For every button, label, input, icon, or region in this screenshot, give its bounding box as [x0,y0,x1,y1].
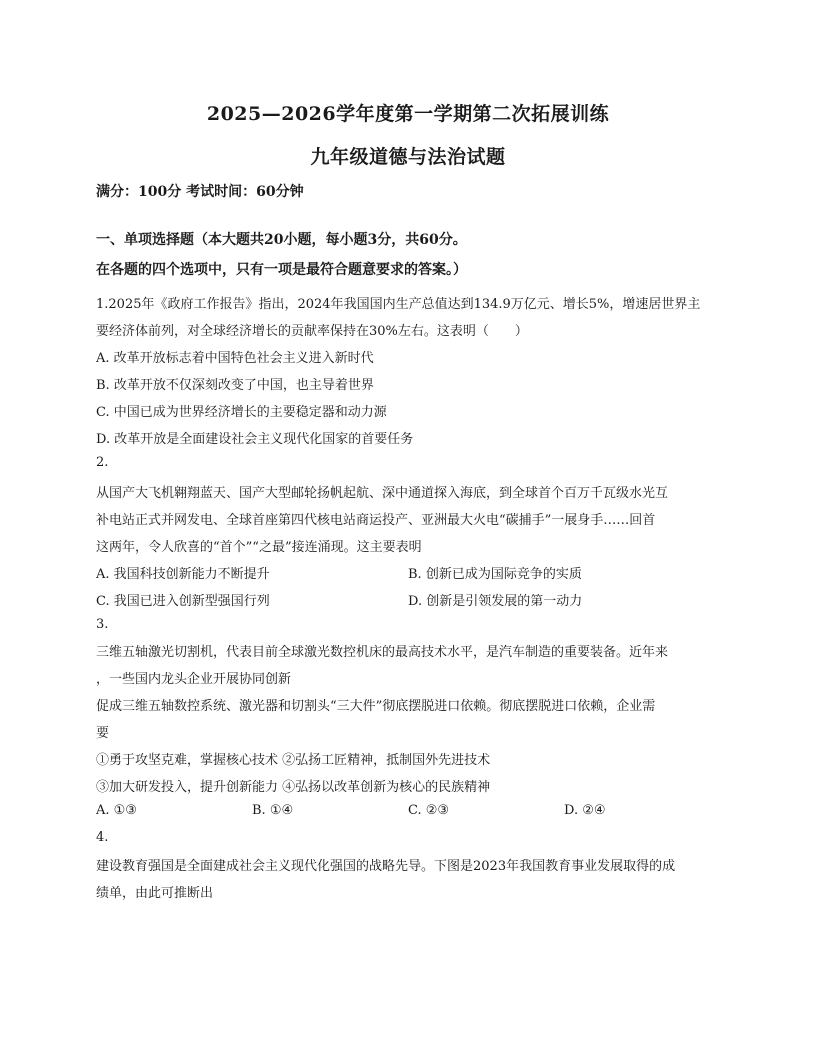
q1-option-a[interactable]: A. 改革开放标志着中国特色社会主义进入新时代 [96,351,374,366]
q3-stem-line-2: ，一些国内龙头企业开展协同创新 [96,672,292,687]
q1-stem-line-2: 要经济体前列，对全球经济增长的贡献率保持在30%左右。这表明（ ） [96,324,528,339]
q3-option-a[interactable]: A. ①③ [96,803,137,818]
q3-number: 3. [96,617,109,632]
q4-stem-line-2: 绩单，由此可推断出 [96,886,214,901]
q1-option-d[interactable]: D. 改革开放是全面建设社会主义现代化国家的首要任务 [96,432,414,447]
exam-title: 2025—2026学年度第一学期第二次拓展训练 [206,103,610,125]
q1-option-c[interactable]: C. 中国已成为世界经济增长的主要稳定器和动力源 [96,405,387,420]
q2-stem-line-2: 补电站正式并网发电、全球首座第四代核电站商运投产、亚洲最大火电“碳捕手”一展身手……回首 [96,513,656,528]
q3-option-b[interactable]: B. ①④ [252,803,294,818]
q3-option-c[interactable]: C. ②③ [408,803,450,818]
q4-number: 4. [96,830,109,845]
q2-option-a[interactable]: A. 我国科技创新能力不断提升 [96,567,270,582]
q1-option-b[interactable]: B. 改革开放不仅深刻改变了中国，也主导着世界 [96,378,374,393]
q3-stem-line-4: 要 [96,726,110,741]
q3-stem-line-1: 三维五轴激光切割机，代表目前全球激光数控机床的最高技术水平，是汽车制造的重要装备。近年来 [96,645,669,660]
q2-option-c[interactable]: C. 我国已进入创新型强国行列 [96,594,270,609]
section-heading-line-2: 在各题的四个选项中，只有一项是最符合题意要求的答案。） [96,262,467,278]
q1-stem-line-1: 1.2025年《政府工作报告》指出，2024年我国国内生产总值达到134.9万亿元、增长5%，增速居世界主 [96,297,701,312]
q2-number: 2. [96,455,109,470]
q2-stem-line-3: 这两年，令人欣喜的“首个”“之最”接连涌现。这主要表明 [96,540,422,555]
q3-statement-line-2: ③加大研发投入，提升创新能力 ④弘扬以改革创新为核心的民族精神 [96,780,491,795]
q3-option-d[interactable]: D. ②④ [564,803,606,818]
q3-statement-line-1: ①勇于攻坚克难，掌握核心技术 ②弘扬工匠精神，抵制国外先进技术 [96,753,491,768]
q2-option-b[interactable]: B. 创新已成为国际竞争的实质 [408,567,582,582]
exam-subtitle: 九年级道德与法治试题 [310,146,506,168]
q2-option-d[interactable]: D. 创新是引领发展的第一动力 [408,594,583,609]
exam-meta: 满分：100分 考试时间：60分钟 [96,184,304,200]
q4-stem-line-1: 建设教育强国是全面建成社会主义现代化强国的战略先导。下图是2023年我国教育事业发展取得的成 [96,859,676,874]
q2-stem-line-1: 从国产大飞机翱翔蓝天、国产大型邮轮扬帆起航、深中通道探入海底，到全球首个百万千瓦级水光互 [96,486,669,501]
section-heading-line-1: 一、单项选择题（本大题共20小题，每小题3分，共60分。 [96,232,467,248]
q3-stem-line-3: 促成三维五轴数控系统、激光器和切割头“三大件”彻底摆脱进口依赖。彻底摆脱进口依赖，企业需 [96,699,656,714]
